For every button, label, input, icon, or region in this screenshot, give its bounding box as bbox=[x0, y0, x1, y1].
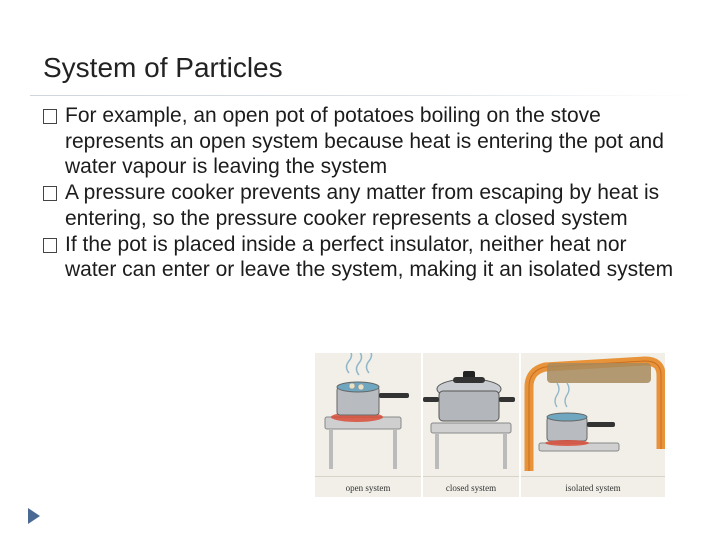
square-bullet-icon bbox=[43, 238, 57, 253]
triangle-arrow-icon bbox=[28, 508, 40, 524]
open-system-pane bbox=[315, 353, 421, 497]
isolated-system-pane bbox=[521, 353, 665, 497]
slide-title: System of Particles bbox=[43, 52, 283, 83]
bullet-item-open-system bbox=[43, 103, 683, 180]
bullet-item-isolated-system bbox=[43, 232, 683, 283]
systems-illustration bbox=[315, 353, 665, 497]
bullet-text: If the pot is placed inside a perfect insulator, neither heat nor water can enter or leave the system, making it an isolated system bbox=[65, 232, 674, 282]
open-system-caption: open system bbox=[345, 483, 391, 493]
square-bullet-icon bbox=[43, 109, 57, 124]
bullet-list bbox=[43, 103, 683, 283]
pressure-cooker-icon bbox=[423, 353, 519, 477]
square-bullet-icon bbox=[43, 186, 57, 201]
insulated-pot-icon bbox=[521, 353, 665, 477]
closed-system-caption: closed system bbox=[445, 483, 497, 493]
open-pot-icon bbox=[315, 353, 421, 477]
bullet-item-closed-system bbox=[43, 180, 683, 231]
isolated-system-caption: isolated system bbox=[565, 483, 621, 493]
bullet-text: For example, an open pot of potatoes boiling on the stove represents an open system because heat is entering the pot and water vapour is leaving the system bbox=[65, 104, 664, 179]
closed-system-pane bbox=[423, 353, 519, 497]
title-divider bbox=[30, 95, 690, 96]
bullet-text: A pressure cooker prevents any matter from escaping by heat is entering, so the pressure cooker represents a closed system bbox=[65, 181, 660, 230]
